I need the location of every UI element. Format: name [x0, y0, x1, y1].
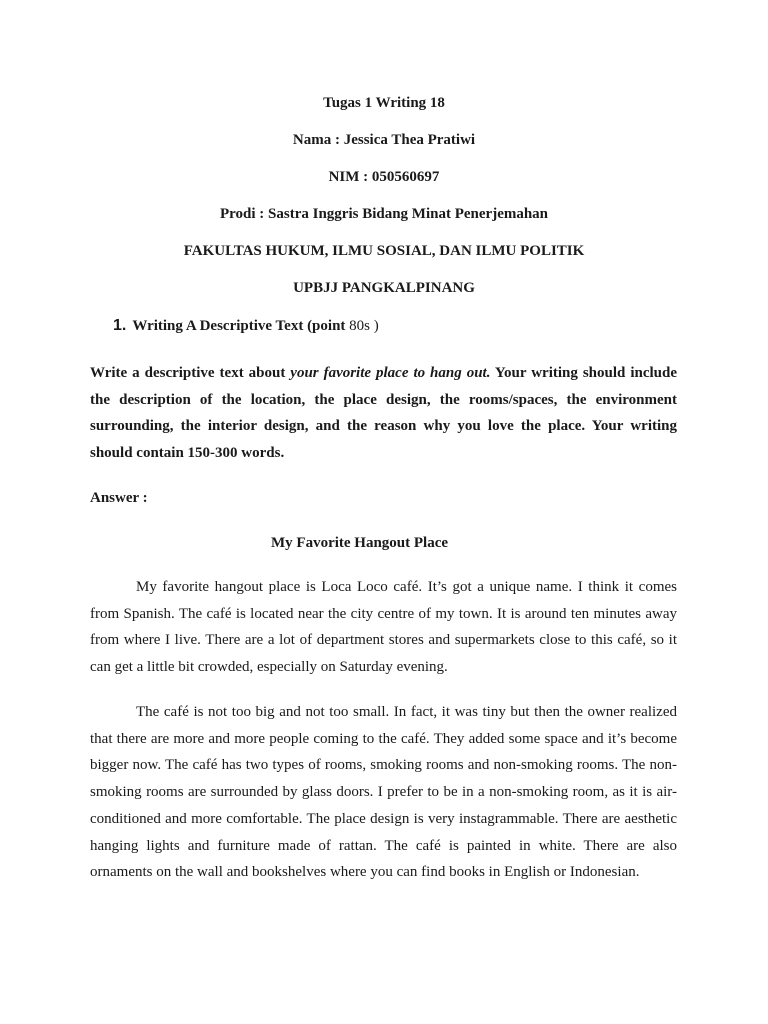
task-number: 1. — [113, 317, 127, 334]
task-prompt — [90, 360, 677, 467]
task-heading — [113, 315, 379, 337]
unit-name: UPBJJ PANGKALPINANG — [293, 280, 475, 296]
answer-label: Answer : — [90, 490, 148, 506]
student-name: Nama : Jessica Thea Pratiwi — [292, 132, 476, 148]
prompt-emphasis: your favorite place to hang out. — [290, 365, 491, 381]
essay-paragraph-1: My favorite hangout place is Loca Loco café. It’s got a unique name. I think it comes from Spanish. The café is located near the city centre of my town. It is around ten minutes away from where I live. There are a lot of department stores and supermarkets close to this café, so it can get a little bit crowded, especially on Saturday evening. — [90, 579, 677, 676]
student-nim: NIM : 050560697 — [328, 169, 440, 185]
prompt-text-end: Your writing should include the description of the location, the place design, the rooms/spaces, the environment surrounding, the interior design, and the reason why you love the place. Your writing should contain 150-300 words. — [90, 365, 677, 462]
essay-paragraph-2: The café is not too big and not too small. In fact, it was tiny but then the owner realized that there are more and more people coming to the café. They added some space and it’s become bigger now. The café has two types of rooms, smoking rooms and non-smoking rooms. The non-smoking rooms are surrounded by glass doors. I prefer to be in a non-smoking room, as it is air-conditioned and more comfortable. The place design is very instagrammable. There are aesthetic hanging lights and furniture made of rattan. The café is painted in white. There are also ornaments on the wall and bookshelves where you can find books in English or Indonesian. — [90, 704, 677, 881]
prompt-text-start: Write a descriptive text about — [90, 365, 291, 381]
assignment-title: Tugas 1 Writing 18 — [323, 95, 445, 111]
study-program: Prodi : Sastra Inggris Bidang Minat Penerjemahan — [219, 206, 549, 222]
essay-title: My Favorite Hangout Place — [271, 535, 449, 551]
faculty-name: FAKULTAS HUKUM, ILMU SOSIAL, DAN ILMU POLITIK — [183, 243, 585, 259]
task-points: 80s ) — [349, 318, 379, 334]
task-title: Writing A Descriptive Text (point — [132, 318, 350, 334]
